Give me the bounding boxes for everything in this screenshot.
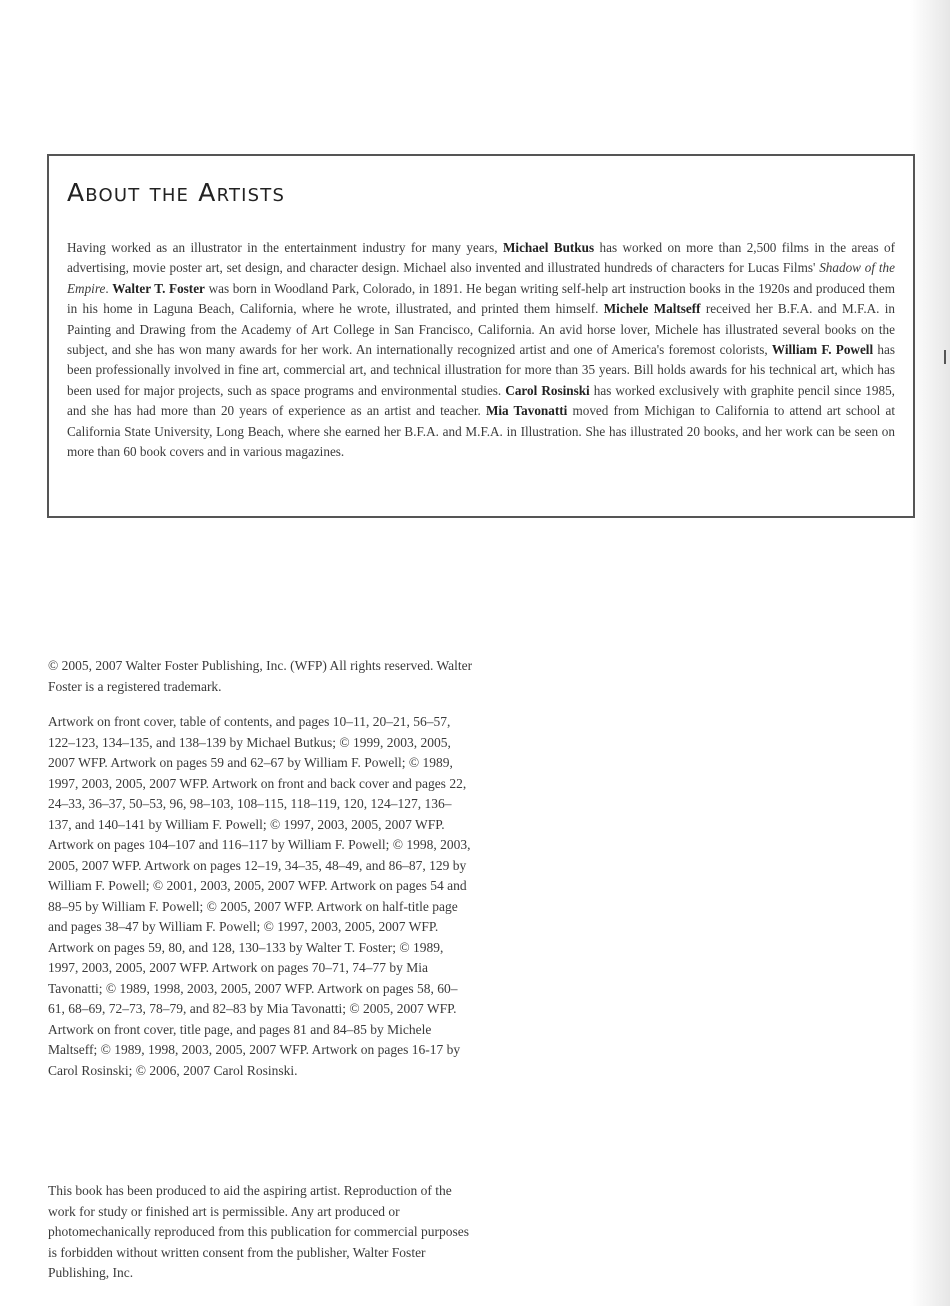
bio-text: has worked exclusively with graphite pencil since 1985, and she has had more than 20 years of experience as an artist and teacher. (67, 382, 895, 419)
bio-text: received her B.F.A. and M.F.A. in Painting and Drawing from the Academy of Art College in San Francisco, California. An avid horse lover, Michele has illustrated several books on the subject, and she has won many awards for her work. An internationally recognized artist and one of America's foremost colorists, (67, 301, 895, 358)
page-edge-mark (944, 350, 946, 364)
artwork-credits: Artwork on front cover, table of contents, and pages 10–11, 20–21, 56–57, 122–123, 134–135, and 138–139 by Michael Butkus; © 1999, 2003, 2005, 2007 WFP. Artwork on pages 59 and 62–67 by William F. Powell; © 1989, 1997, 2003, 2005, 2007 WFP. Artwork on front and back cover and pages 22, 24–33, 36–37, 50–53, 96, 98–103, 108–115, 118–119, 120, 124–127, 136–137, and 140–141 by William F. Powell; © 1997, 2003, 2005, 2007 WFP. Artwork on pages 104–107 and 116–117 by William F. Powell; © 1998, 2003, 2005, 2007 WFP. Artwork on pages 12–19, 34–35, 48–49, and 86–87, 129 by William F. Powell; © 2001, 2003, 2005, 2007 WFP. Artwork on pages 54 and 88–95 by William F. Powell; © 2005, 2007 WFP. Artwork on half-title page and pages 38–47 by William F. Powell; © 1997, 2003, 2005, 2007 WFP. Artwork on pages 59, 80, and 128, 130–133 by Walter T. Foster; © 1989, 1997, 2003, 2005, 2007 WFP. Artwork on pages 70–71, 74–77 by Mia Tavonatti; © 1989, 1998, 2003, 2005, 2007 WFP. Artwork on pages 58, 60–61, 68–69, 72–73, 78–79, and 82–83 by Mia Tavonatti; © 2005, 2007 WFP. Artwork on front cover, title page, and pages 81 and 84–85 by Michele Maltseff; © 1989, 1998, 2003, 2005, 2007 WFP. Artwork on pages 16-17 by Carol Rosinski; © 2006, 2007 Carol Rosinski. (48, 714, 471, 1078)
artist-name: Michael Butkus (502, 240, 595, 255)
reproduction-disclaimer: This book has been produced to aid the aspiring artist. Reproduction of the work for study or finished art is permissible. Any art produced or photomechanically reproduced from this publication for commercial purposes is forbidden without written consent from the publisher, Walter Foster Publishing, Inc. (48, 1183, 469, 1280)
bio-text: has been professionally involved in fine art, commercial art, and technical illustration for more than 35 years. Bill holds awards for his technical art, which has been used for major projects, such as space programs and environmental studies. (67, 342, 895, 398)
about-the-artists-box (47, 154, 915, 518)
artists-biography-paragraph (67, 238, 895, 462)
artist-name: Mia Tavonatti (485, 403, 568, 419)
bio-text: Having worked as an illustrator in the entertainment industry for many years, (67, 240, 503, 255)
artist-name: Michele Maltseff (603, 301, 701, 317)
bio-text: was born in Woodland Park, Colorado, in 1891. He began writing self-help art instruction books in the 1920s and produced them in his home in Laguna Beach, California, where he wrote, illustrated, and printed them himself. (67, 280, 896, 317)
work-title: Shadow of the Empire (67, 260, 895, 296)
artist-name: William F. Powell (771, 342, 874, 358)
artist-name: Carol Rosinski (505, 382, 590, 398)
copyright-notice: © 2005, 2007 Walter Foster Publishing, Inc. (WFP) All rights reserved. Walter Foster is a registered trademark. (48, 658, 473, 694)
page-gutter-shadow (910, 0, 950, 1306)
section-title: About the Artists (67, 178, 286, 207)
bio-text: moved from Michigan to California to attend art school at California State University, Long Beach, where she earned her B.F.A. and M.F.A. in Illustration. She has illustrated 20 books, and her work can be seen on more than 60 book covers and in various magazines. (67, 403, 895, 460)
artist-name: Walter T. Foster (112, 280, 205, 296)
bio-text: has worked on more than 2,500 films in the areas of advertising, movie poster art, set design, and character design. Michael also invented and illustrated hundreds of characters for Lucas Films' (67, 240, 895, 276)
bio-text: . (105, 280, 113, 296)
